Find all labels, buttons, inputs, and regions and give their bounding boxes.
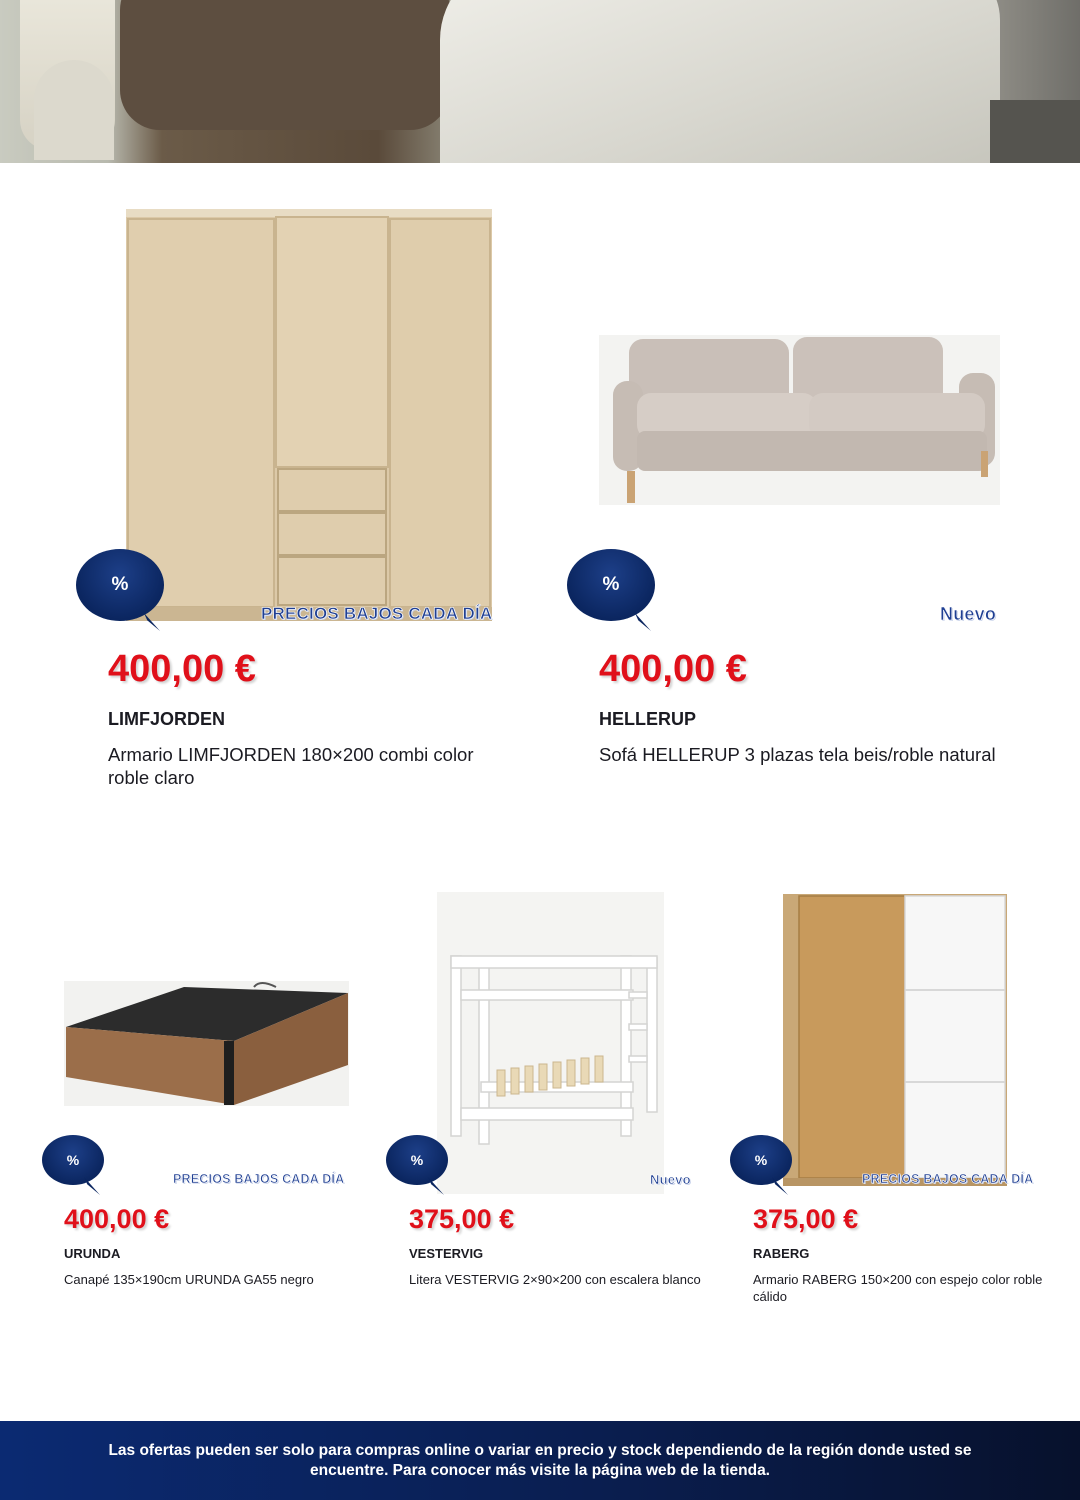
- discount-badge: [76, 549, 164, 621]
- product-price: 400,00 €: [64, 1204, 170, 1234]
- nightstand-base-shape: [34, 60, 114, 160]
- footer-disclaimer-bar: [0, 1421, 1080, 1500]
- discount-badge: [730, 1135, 792, 1185]
- discount-badge-label: %: [754, 1152, 768, 1168]
- low-prices-tag: PRECIOS BAJOS CADA DÍA: [173, 1172, 345, 1186]
- discount-badge-label: %: [66, 1152, 80, 1168]
- product-description: Canapé 135×190cm URUNDA GA55 negro: [64, 1272, 314, 1287]
- product-description: Sofá HELLERUP 3 plazas tela beis/roble natural: [599, 744, 996, 765]
- bedsheet-shape: [440, 0, 1000, 163]
- product-price: 400,00 €: [108, 648, 256, 690]
- storage-bed-illustration: [64, 981, 349, 1106]
- product-image-wardrobe[interactable]: [122, 207, 494, 635]
- product-name[interactable]: RABERG: [753, 1246, 810, 1261]
- discount-badge-label: %: [602, 574, 620, 595]
- sofa-illustration: [599, 335, 1000, 505]
- product-description: Armario LIMFJORDEN 180×200 combi color roble claro: [108, 744, 474, 788]
- product-description: Litera VESTERVIG 2×90×200 con escalera blanco: [409, 1272, 701, 1287]
- product-image-sofa[interactable]: [599, 335, 1000, 505]
- discount-badge: [567, 549, 655, 621]
- product-price: 375,00 €: [753, 1204, 859, 1234]
- product-name[interactable]: URUNDA: [64, 1246, 121, 1261]
- product-name[interactable]: HELLERUP: [599, 709, 697, 729]
- hero-bedroom-image: [0, 0, 1080, 163]
- product-image-storage-bed[interactable]: [64, 981, 349, 1106]
- product-price: 375,00 €: [409, 1204, 515, 1234]
- sliding-wardrobe-illustration: [781, 892, 1009, 1194]
- pillow-shape: [120, 0, 450, 130]
- wardrobe-illustration: [122, 207, 494, 635]
- new-tag: Nuevo: [940, 604, 997, 624]
- discount-badge-label: %: [111, 574, 129, 595]
- discount-badge-label: %: [410, 1152, 424, 1168]
- product-name[interactable]: LIMFJORDEN: [108, 709, 225, 729]
- footer-disclaimer-text: Las ofertas pueden ser solo para compras online o variar en precio y stock dependiendo de la región donde usted se encuentre. Para conocer más visite la página web de la tienda.: [108, 1441, 972, 1479]
- new-tag: Nuevo: [650, 1172, 691, 1187]
- low-prices-tag: PRECIOS BAJOS CADA DÍA: [261, 604, 493, 623]
- discount-badge: [386, 1135, 448, 1185]
- bunk-bed-illustration: [437, 892, 664, 1194]
- bed-frame-shape: [990, 100, 1080, 163]
- product-image-bunk-bed[interactable]: [437, 892, 664, 1194]
- product-price: 400,00 €: [599, 648, 747, 690]
- product-image-sliding-wardrobe[interactable]: [781, 892, 1009, 1194]
- discount-badge: [42, 1135, 104, 1185]
- product-name[interactable]: VESTERVIG: [409, 1246, 484, 1261]
- product-description: Armario RABERG 150×200 con espejo color roble cálido: [753, 1272, 1043, 1304]
- low-prices-tag: PRECIOS BAJOS CADA DÍA: [862, 1172, 1034, 1186]
